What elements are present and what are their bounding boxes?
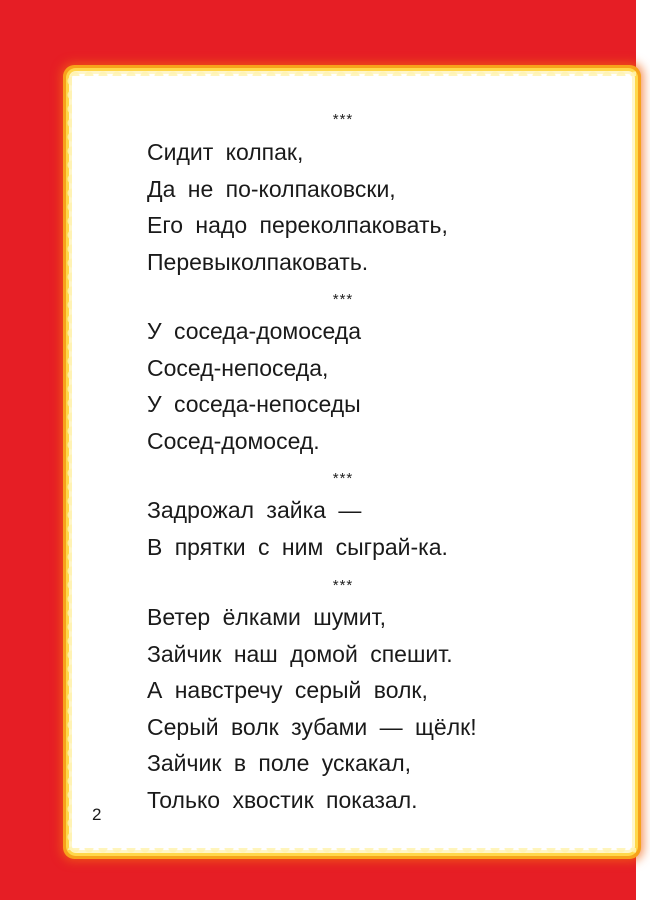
stanza-separator: *** [332, 291, 354, 308]
poem-line: Только хвостик показал. [147, 786, 418, 813]
poem-line: Сосед-непоседа, [147, 354, 329, 381]
poem-line: А навстречу серый волк, [147, 677, 428, 703]
poem-line: Сидит колпак, [147, 139, 304, 165]
stanza-3 [147, 492, 587, 565]
poem-line: Сосед-домосед. [147, 427, 320, 454]
poem-line: У соседа-непоседы [147, 391, 361, 417]
poem-line: Его надо переколпаковать, [147, 212, 448, 238]
stanza-2 [147, 313, 587, 459]
poem-line: Серый волк зубами — щёлк! [147, 713, 477, 740]
poem-line: Зайчик в поле ускакал, [147, 750, 412, 776]
poem-line: Ветер ёлками шумит, [147, 604, 386, 630]
stanza-1 [147, 134, 587, 280]
page-edge-bottom [0, 900, 650, 916]
stanza-separator: *** [332, 111, 354, 128]
stanza-separator: *** [332, 470, 354, 487]
poem-line: Зайчик наш домой спешит. [147, 640, 453, 667]
stanza-4 [147, 599, 587, 818]
poem-line: У соседа-домоседа [147, 318, 362, 344]
poem-line: В прятки с ним сыграй-ка. [147, 533, 448, 560]
stanza-separator: *** [332, 577, 354, 594]
poem-line: Да не по-колпаковски, [147, 175, 396, 202]
poem-line: Задрожал зайка — [147, 497, 362, 523]
page-edge-right [636, 0, 650, 916]
page-number: 2 [92, 805, 102, 824]
poem-line: Перевыколпаковать. [147, 248, 369, 275]
